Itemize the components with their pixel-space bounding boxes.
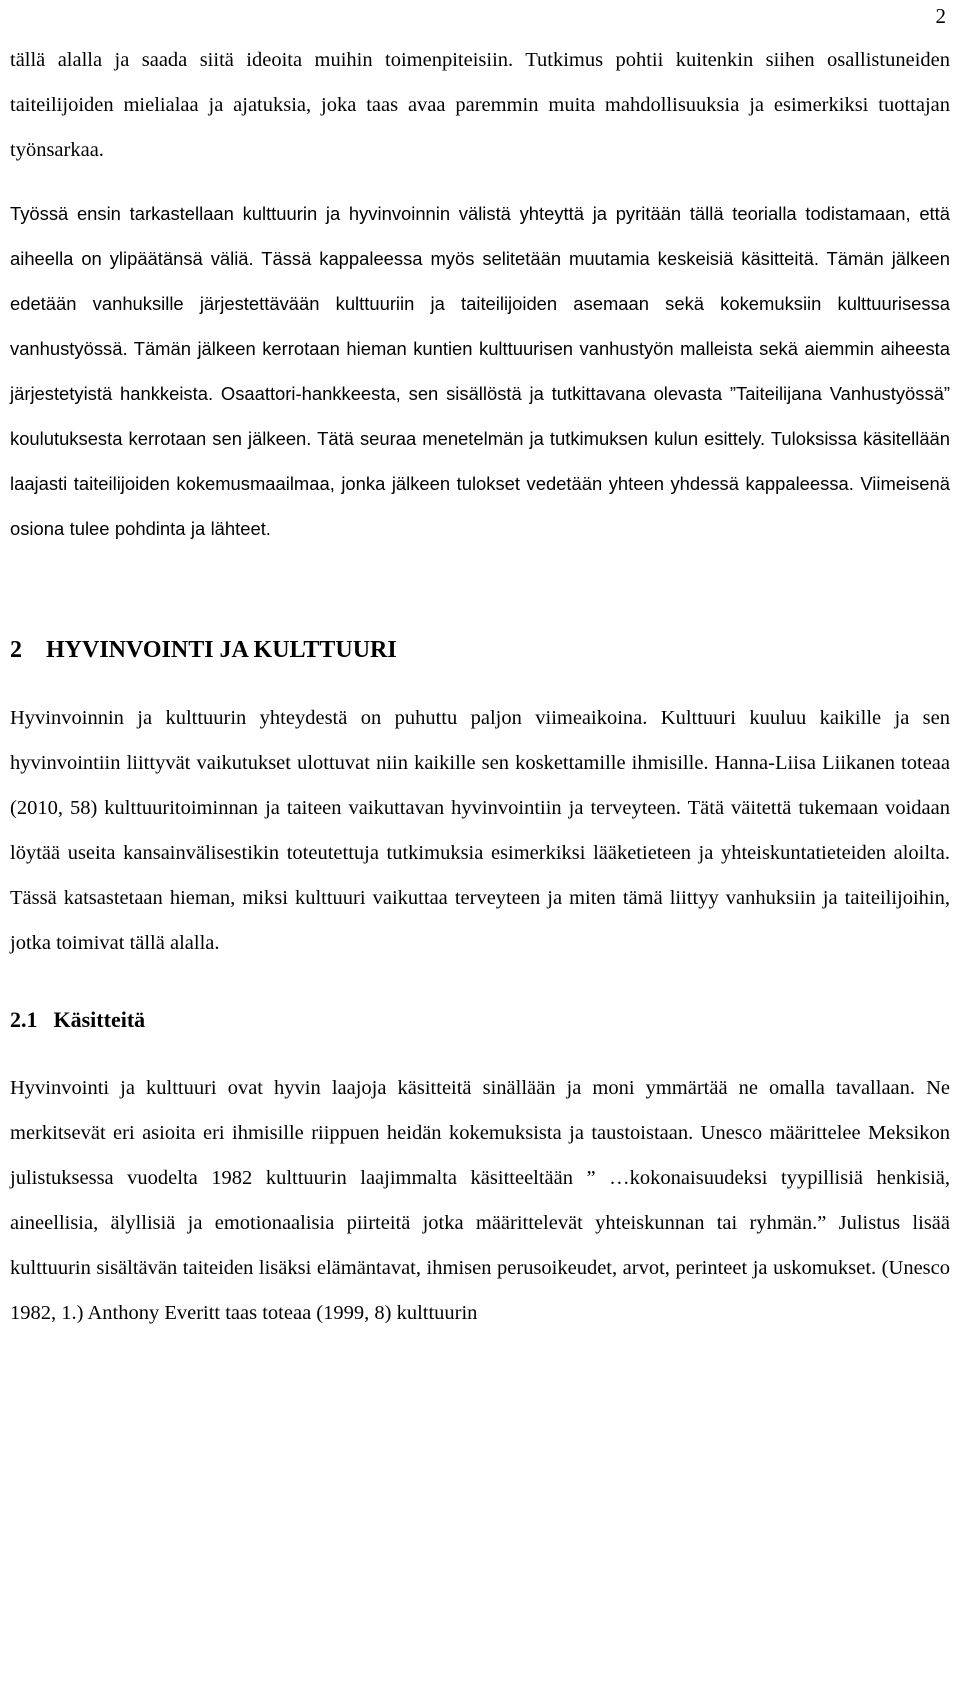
section-2-1-heading	[10, 1005, 950, 1035]
page-content	[10, 38, 950, 1336]
intro-paragraph: tällä alalla ja saada siitä ideoita muihin toimenpiteisiin. Tutkimus pohtii kuitenkin siihen osallistuneiden taiteilijoiden mielialaa ja ajatuksia, joka taas avaa paremmin muita mahdollisuuksia ja esimerkiksi tuottajan työnsarkaa.	[10, 49, 950, 161]
section-2-title: HYVINVOINTI JA KULTTUURI	[46, 637, 397, 663]
section-2-number: 2	[10, 637, 22, 663]
section-2-paragraph: Hyvinvoinnin ja kulttuurin yhteydestä on puhuttu paljon viimeaikoina. Kulttuuri kuuluu kaikille ja sen hyvinvointiin liittyvät vaikutukset ulottuvat niin kaikille sen koskettamille ihmisille. Hanna-Liisa Liikanen toteaa (2010, 58) kulttuuritoiminnan ja taiteen vaikuttavan hyvinvointiin ja terveyteen. Tätä väitettä tukemaan voidaan löytää useita kansainvälisestikin toteutettuja tutkimuksia esimerkiksi lääketieteen ja yhteiskuntatieteiden aloilta. Tässä katsastetaan hieman, miksi kulttuuri vaikuttaa terveyteen ja miten tämä liittyy vanhuksiin ja taiteilijoihin, jotka toimivat tällä alalla.	[10, 707, 950, 954]
section-2-1-title: Käsitteitä	[53, 1007, 146, 1032]
section-2-1-paragraph: Hyvinvointi ja kulttuuri ovat hyvin laajoja käsitteitä sinällään ja moni ymmärtää ne omalla tavallaan. Ne merkitsevät eri asioita eri ihmisille riippuen heidän kokemuksista ja taustoistaan. Unesco määrittelee Meksikon julistuksessa vuodelta 1982 kulttuurin laajimmalta käsitteeltään ” …kokonaisuudeksi tyypillisiä henkisiä, aineellisia, älyllisiä ja emotionaalisia piirteitä jotka määrittelevät yhteiskunnan tai ryhmän.” Julistus lisää kulttuurin sisältävän taiteiden lisäksi elämäntavat, ihmisen perusoikeudet, arvot, perinteet ja uskomukset. (Unesco 1982, 1.) Anthony Everitt taas toteaa (1999, 8) kulttuurin	[10, 1077, 950, 1324]
section-2-1-number: 2.1	[10, 1007, 38, 1032]
section-2-heading	[10, 635, 950, 665]
page-number: 2	[935, 4, 946, 28]
overview-paragraph: Työssä ensin tarkastellaan kulttuurin ja hyvinvoinnin välistä yhteyttä ja pyritään tällä teorialla todistamaan, että aiheella on ylipäätänsä väliä. Tässä kappaleessa myös selitetään muutamia keskeisiä käsitteitä. Tämän jälkeen edetään vanhuksille järjestettävään kulttuuriin ja taiteilijoiden asemaan sekä kokemuksiin kulttuurisessa vanhustyössä. Tämän jälkeen kerrotaan hieman kuntien kulttuurisen vanhustyön malleista sekä aiemmin aiheesta järjestetyistä hankkeista. Osaattori-hankkeesta, sen sisällöstä ja tutkittavana olevasta ”Taiteilijana Vanhustyössä” koulutuksesta kerrotaan sen jälkeen. Tätä seuraa menetelmän ja tutkimuksen kulun esittely. Tuloksissa käsitellään laajasti taiteilijoiden kokemusmaailmaa, jonka jälkeen tulokset vedetään yhteen yhdessä kappaleessa. Viimeisenä osiona tulee pohdinta ja lähteet.	[10, 203, 950, 539]
